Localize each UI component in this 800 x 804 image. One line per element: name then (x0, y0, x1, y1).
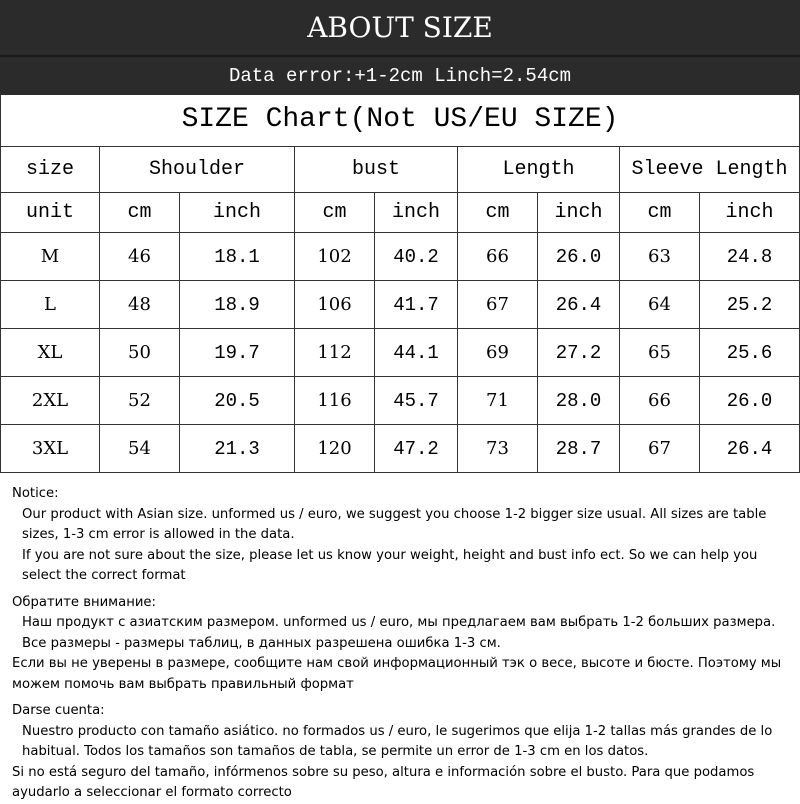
table-cell: 116 (295, 377, 375, 425)
table-cell: 28.0 (538, 377, 620, 425)
table-cell: 41.7 (375, 281, 458, 329)
table-cell: 45.7 (375, 377, 458, 425)
header-length: Length (458, 147, 620, 193)
table-cell: 26.0 (538, 233, 620, 281)
table-cell: 69 (458, 329, 538, 377)
notice-paragraph-es-1: Nuestro producto con tamaño asiático. no formados us / euro, le sugerimos que elija 1-2 tallas más grandes de lo habitual. Todos los tamaños son tamaños de tabla, se permite un error de 1-3 cm en los datos. (22, 723, 773, 759)
table-cell: 50 (100, 329, 180, 377)
notice-paragraph-ru-2: Если вы не уверены в размере, сообщите нам свой информационный тэк о весе, высоте и бюсте. Поэтому мы можем помочь вам выбрать правильный формат (12, 656, 782, 692)
unit-cm: cm (458, 193, 538, 233)
notice-heading-es: Darse cuenta: (12, 703, 105, 718)
table-cell: 19.7 (180, 329, 295, 377)
page-title: ABOUT SIZE (307, 11, 493, 44)
table-cell: 20.5 (180, 377, 295, 425)
table-cell: 73 (458, 425, 538, 473)
table-cell: 27.2 (538, 329, 620, 377)
table-cell: 46 (100, 233, 180, 281)
table-cell: 63 (620, 233, 700, 281)
table-cell: 25.2 (700, 281, 800, 329)
notice-paragraph-en-2: If you are not sure about the size, please let us know your weight, height and bust info ect. So we can help you select the correct format (22, 547, 758, 583)
notice-section (12, 484, 792, 804)
header-size: size (0, 147, 100, 193)
table-cell: 52 (100, 377, 180, 425)
size-label: M (0, 233, 100, 281)
size-label: L (0, 281, 100, 329)
header-sleeve-length: Sleeve Length (620, 147, 800, 193)
table-cell: 64 (620, 281, 700, 329)
data-error-banner (0, 55, 800, 95)
size-chart-title: SIZE Chart(Not US/EU SIZE) (0, 93, 800, 147)
unit-inch: inch (700, 193, 800, 233)
data-error-note: Data error:+1-2cm Linch=2.54cm (228, 65, 572, 87)
table-cell: 112 (295, 329, 375, 377)
notice-paragraph-ru-1: Наш продукт с азиатским размером. unformed us / euro, мы предлагаем вам выбрать 1-2 больших размера. Все размеры - размеры таблиц, в данных разрешена ошибка 1-3 см. (22, 615, 776, 651)
size-label: 3XL (0, 425, 100, 473)
size-label: XL (0, 329, 100, 377)
notice-paragraph-en-1: Our product with Asian size. unformed us / euro, we suggest you choose 1-2 bigger size usual. All sizes are table sizes, 1-3 cm error is allowed in the data. (22, 506, 767, 542)
table-cell: 54 (100, 425, 180, 473)
table-cell: 71 (458, 377, 538, 425)
table-cell: 65 (620, 329, 700, 377)
table-cell: 44.1 (375, 329, 458, 377)
table-cell: 106 (295, 281, 375, 329)
header-shoulder: Shoulder (100, 147, 295, 193)
table-cell: 67 (620, 425, 700, 473)
notice-heading-en: Notice: (12, 486, 59, 501)
unit-cm: cm (295, 193, 375, 233)
header-bust: bust (295, 147, 458, 193)
size-chart-table (0, 93, 800, 473)
table-cell: 48 (100, 281, 180, 329)
table-cell: 26.4 (538, 281, 620, 329)
about-size-banner (0, 0, 800, 55)
table-cell: 21.3 (180, 425, 295, 473)
unit-inch: inch (375, 193, 458, 233)
table-cell: 120 (295, 425, 375, 473)
unit-cm: cm (100, 193, 180, 233)
table-cell: 47.2 (375, 425, 458, 473)
table-cell: 25.6 (700, 329, 800, 377)
table-cell: 26.4 (700, 425, 800, 473)
unit-inch: inch (180, 193, 295, 233)
table-cell: 66 (620, 377, 700, 425)
table-cell: 24.8 (700, 233, 800, 281)
header-unit: unit (0, 193, 100, 233)
table-cell: 28.7 (538, 425, 620, 473)
table-cell: 18.9 (180, 281, 295, 329)
table-cell: 102 (295, 233, 375, 281)
size-label: 2XL (0, 377, 100, 425)
table-cell: 26.0 (700, 377, 800, 425)
table-cell: 18.1 (180, 233, 295, 281)
unit-inch: inch (538, 193, 620, 233)
table-cell: 40.2 (375, 233, 458, 281)
unit-cm: cm (620, 193, 700, 233)
notice-paragraph-es-2: Si no está seguro del tamaño, infórmenos sobre su peso, altura e información sobre el busto. Para que podamos ayudarlo a seleccionar el formato correcto (12, 764, 755, 800)
table-cell: 66 (458, 233, 538, 281)
table-cell: 67 (458, 281, 538, 329)
notice-heading-ru: Обратите внимание: (12, 594, 156, 610)
